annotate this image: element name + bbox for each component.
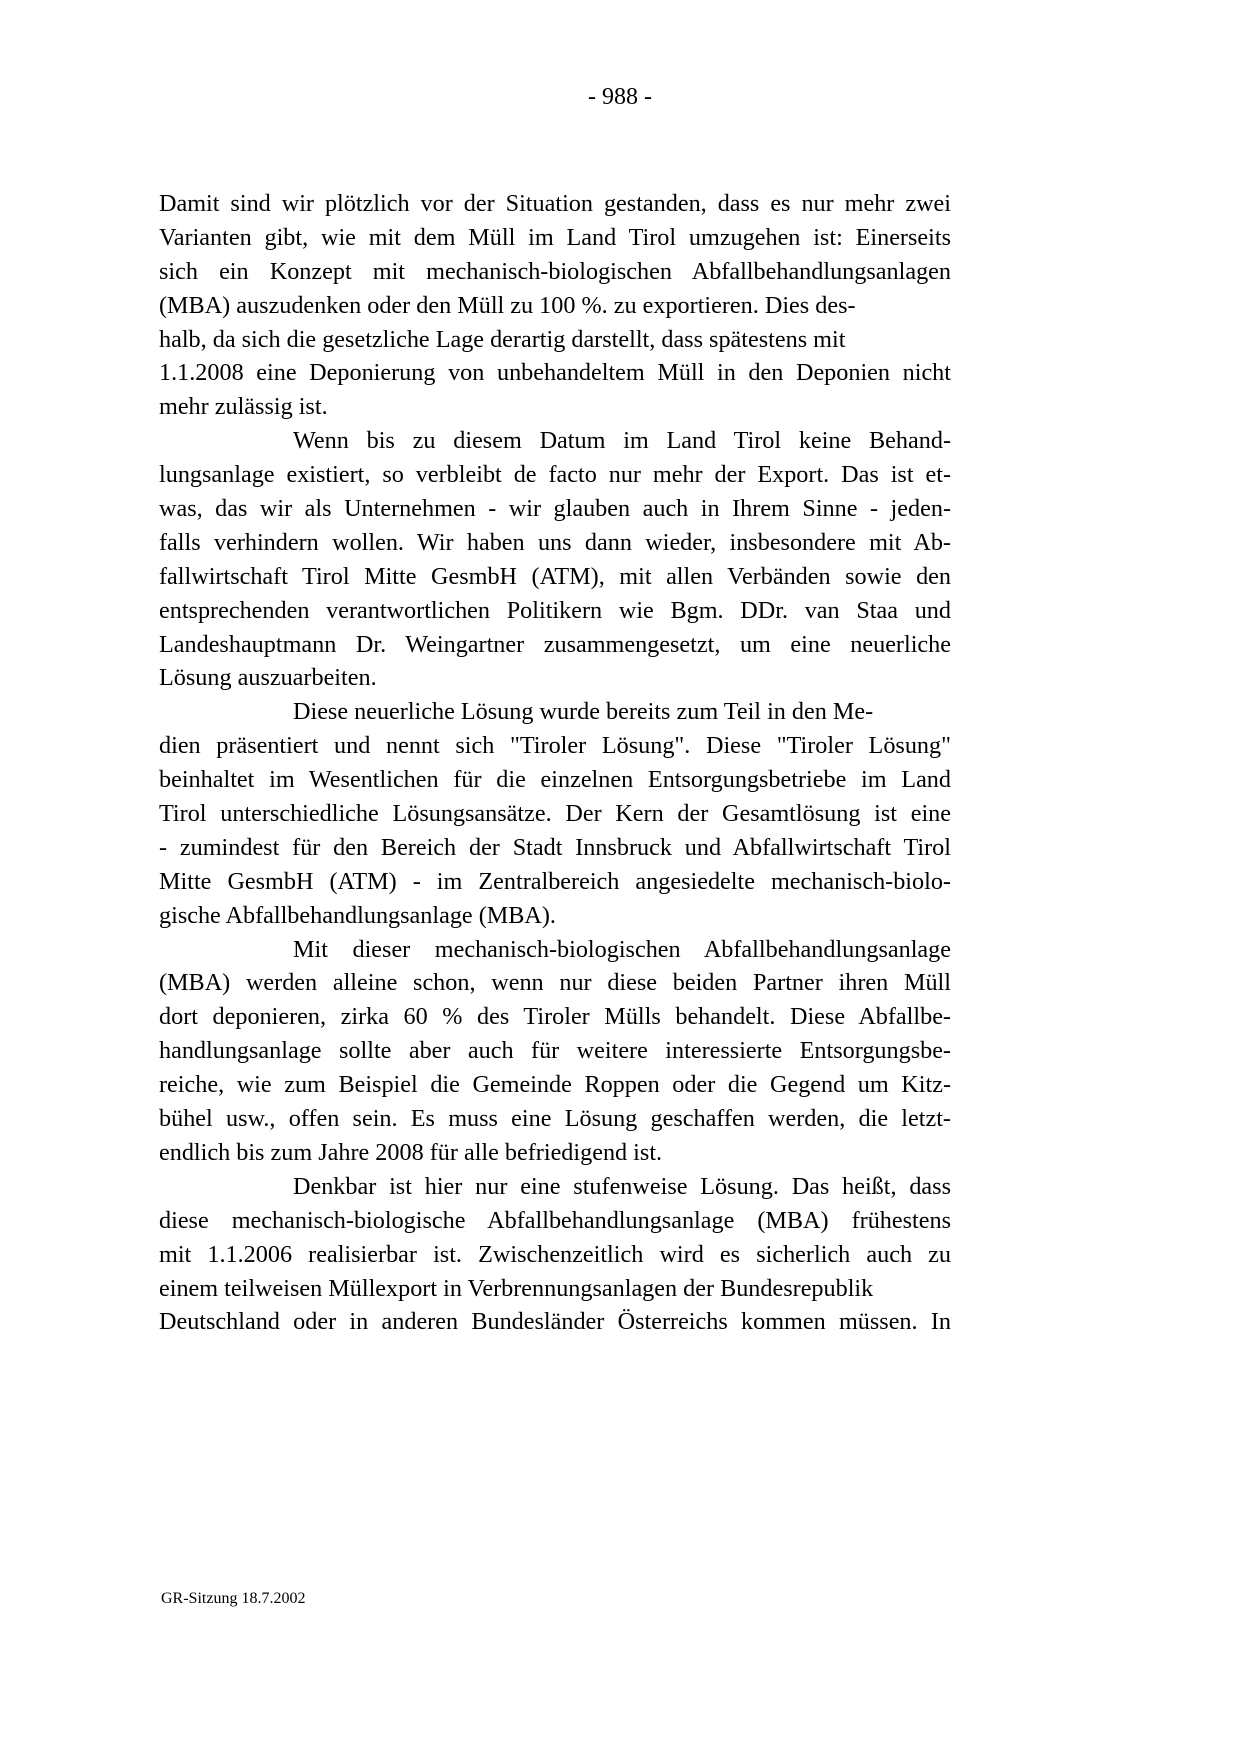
text-line: sich ein Konzept mit mechanisch-biologischen Abfallbehandlungsanlagen — [159, 257, 951, 285]
text-line: (MBA) werden alleine schon, wenn nur diese beiden Partner ihren Müll — [159, 969, 951, 997]
text-line: mit 1.1.2006 realisierbar ist. Zwischenzeitlich wird es sicherlich auch zu — [159, 1240, 951, 1268]
text-line: einem teilweisen Müllexport in Verbrennungsanlagen der Bundesrepublik — [159, 1274, 874, 1302]
text-line: beinhaltet im Wesentlichen für die einzelnen Entsorgungsbetriebe im Land — [159, 766, 951, 794]
text-line: 1.1.2008 eine Deponierung von unbehandeltem Müll in den Deponien nicht — [159, 359, 951, 387]
text-line: entsprechenden verantwortlichen Politikern wie Bgm. DDr. van Staa und — [159, 596, 951, 624]
text-line: Mit dieser mechanisch-biologischen Abfallbehandlungsanlage — [293, 935, 951, 963]
text-line: gische Abfallbehandlungsanlage (MBA). — [159, 901, 556, 929]
text-line: Landeshauptmann Dr. Weingartner zusammengesetzt, um eine neuerliche — [159, 630, 951, 658]
body-text — [159, 187, 951, 1339]
text-line: Diese neuerliche Lösung wurde bereits zum Teil in den Me- — [293, 698, 874, 726]
text-line: Deutschland oder in anderen Bundesländer Österreichs kommen müssen. In — [159, 1308, 951, 1336]
text-line: (MBA) auszudenken oder den Müll zu 100 %. zu exportieren. Dies des- — [159, 291, 856, 319]
text-line: bühel usw., offen sein. Es muss eine Lösung geschaffen werden, die letzt- — [159, 1105, 951, 1133]
text-line: fallwirtschaft Tirol Mitte GesmbH (ATM), mit allen Verbänden sowie den — [159, 562, 951, 590]
text-line: lungsanlage existiert, so verbleibt de facto nur mehr der Export. Das ist et- — [159, 461, 951, 489]
page-number: - 988 - — [588, 84, 652, 110]
text-line: was, das wir als Unternehmen - wir glauben auch in Ihrem Sinne - jeden- — [159, 495, 951, 523]
text-line: Denkbar ist hier nur eine stufenweise Lösung. Das heißt, dass — [293, 1172, 951, 1200]
text-line: dien präsentiert und nennt sich "Tiroler Lösung". Diese "Tiroler Lösung" — [159, 732, 951, 760]
text-line: endlich bis zum Jahre 2008 für alle befriedigend ist. — [159, 1138, 663, 1166]
text-line: Wenn bis zu diesem Datum im Land Tirol keine Behand- — [293, 427, 951, 455]
text-line: mehr zulässig ist. — [159, 393, 328, 421]
text-line: Tirol unterschiedliche Lösungsansätze. Der Kern der Gesamtlösung ist eine — [159, 800, 951, 828]
text-line: - zumindest für den Bereich der Stadt Innsbruck und Abfallwirtschaft Tirol — [159, 833, 951, 861]
text-line: Varianten gibt, wie mit dem Müll im Land Tirol umzugehen ist: Einerseits — [159, 223, 951, 251]
text-line: handlungsanlage sollte aber auch für weitere interessierte Entsorgungsbe- — [159, 1037, 951, 1065]
text-line: reiche, wie zum Beispiel die Gemeinde Roppen oder die Gegend um Kitz- — [159, 1071, 951, 1099]
text-line: Damit sind wir plötzlich vor der Situation gestanden, dass es nur mehr zwei — [159, 190, 951, 217]
text-line: diese mechanisch-biologische Abfallbehandlungsanlage (MBA) frühestens — [159, 1206, 951, 1234]
text-line: falls verhindern wollen. Wir haben uns dann wieder, insbesondere mit Ab- — [159, 528, 951, 556]
text-line: halb, da sich die gesetzliche Lage derartig darstellt, dass spätestens mit — [159, 325, 846, 353]
text-line: Lösung auszuarbeiten. — [159, 664, 377, 692]
page-footer: GR-Sitzung 18.7.2002 — [161, 1590, 306, 1607]
text-line: dort deponieren, zirka 60 % des Tiroler Mülls behandelt. Diese Abfallbe- — [159, 1003, 951, 1031]
text-line: Mitte GesmbH (ATM) - im Zentralbereich angesiedelte mechanisch-biolo- — [159, 867, 951, 895]
